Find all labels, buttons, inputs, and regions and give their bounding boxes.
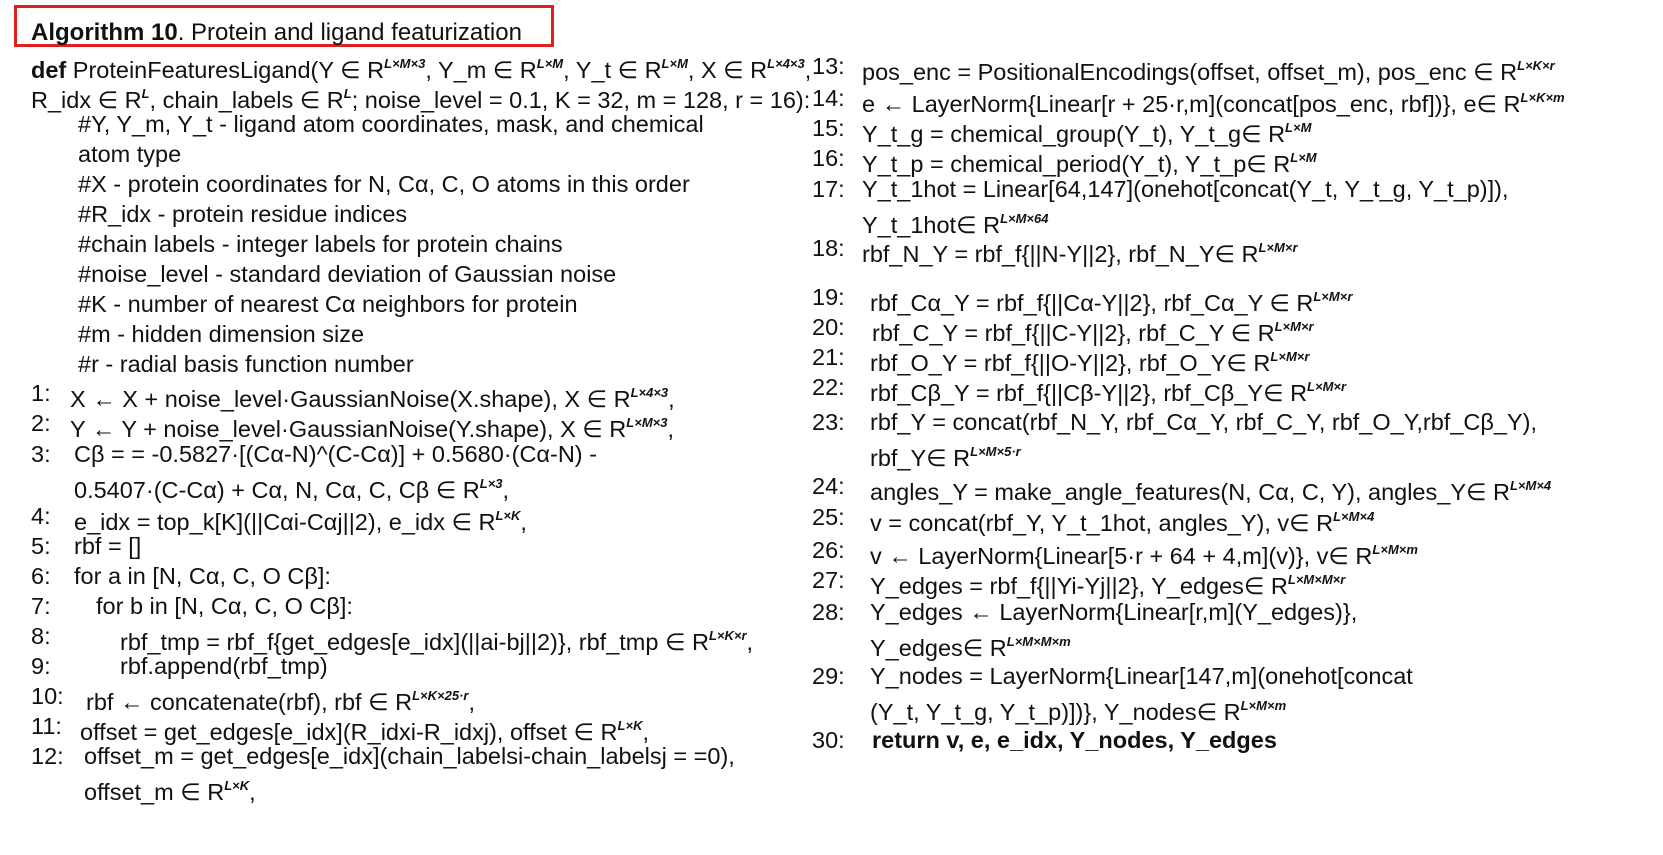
dimension-superscript: L×M×r xyxy=(1270,349,1310,364)
line-number: 22: xyxy=(812,374,845,400)
signature-line-1 xyxy=(31,50,811,84)
line-number: 2: xyxy=(31,410,51,436)
dimension-superscript: L×K xyxy=(495,508,521,523)
line-number: 21: xyxy=(812,344,845,370)
dimension-superscript: L×M×r xyxy=(1274,319,1314,334)
dimension-superscript: L×M xyxy=(1290,150,1317,165)
dimension-superscript: L×M×r xyxy=(1313,289,1353,304)
sig-part: , xyxy=(804,57,812,83)
sig-sup: L×M×3 xyxy=(384,56,426,71)
line-number: 5: xyxy=(31,533,51,559)
algorithm-line xyxy=(120,652,328,680)
line-end: , xyxy=(642,719,649,745)
line-number: 15: xyxy=(812,115,845,141)
algorithm-line xyxy=(870,472,1551,506)
line-text: Y_t_1hot∈ R xyxy=(862,212,1001,238)
algorithm-line xyxy=(862,144,1317,178)
line-end: , xyxy=(249,779,256,805)
line-text: rbf_N_Y = rbf_f{||N-Y||2}, rbf_N_Y∈ R xyxy=(862,241,1259,267)
algorithm-line xyxy=(84,742,735,770)
sig-part: ; noise_level = 0.1, K = 32, m = 128, r = 16): xyxy=(351,87,811,113)
line-text: e_idx = top_k[K](||Cαi-Cαj||2), e_idx ∈ R xyxy=(74,509,496,535)
line-text: offset = get_edges[e_idx](R_idxi-R_idxj), offset ∈ R xyxy=(80,719,618,745)
dimension-superscript: L×M×4 xyxy=(1333,509,1375,524)
line-text: rbf = [] xyxy=(74,533,142,559)
dimension-superscript: L×M×r xyxy=(1258,240,1298,255)
algorithm-line xyxy=(870,343,1309,377)
line-text: Y_t_p = chemical_period(Y_t), Y_t_p∈ R xyxy=(862,151,1291,177)
comment-line: #chain labels - integer labels for protein chains xyxy=(78,231,563,257)
algorithm-line xyxy=(870,692,1286,726)
dimension-superscript: L×K xyxy=(224,778,250,793)
dimension-superscript: L×M×3 xyxy=(626,415,668,430)
line-number: 19: xyxy=(812,284,845,310)
line-text: offset_m ∈ R xyxy=(84,779,225,805)
dimension-superscript: L×K×m xyxy=(1520,90,1565,105)
line-number: 13: xyxy=(812,53,845,79)
comment-line: #Y, Y_m, Y_t - ligand atom coordinates, mask, and chemical xyxy=(78,111,704,137)
algorithm-line xyxy=(872,313,1314,347)
line-text: v ← LayerNorm{Linear[5·r + 64 + 4,m](v)}, v∈ R xyxy=(870,543,1373,569)
dimension-superscript: L×M×m xyxy=(1240,698,1287,713)
line-number: 4: xyxy=(31,503,51,529)
algorithm-line xyxy=(870,628,1071,662)
algorithm-line xyxy=(74,532,141,560)
algorithm-line xyxy=(80,712,649,746)
line-text: rbf.append(rbf_tmp) xyxy=(120,653,328,679)
comment-line: #r - radial basis function number xyxy=(78,351,414,377)
dimension-superscript: L×M×64 xyxy=(1000,211,1049,226)
algorithm-line xyxy=(70,409,674,443)
def-keyword: def xyxy=(31,57,67,83)
algorithm-line xyxy=(74,470,509,504)
dimension-superscript: L×4×3 xyxy=(630,385,669,400)
line-text: rbf_Cβ_Y = rbf_f{||Cβ-Y||2}, rbf_Cβ_Y∈ R xyxy=(870,380,1308,406)
comment-line: #noise_level - standard deviation of Gaussian noise xyxy=(78,261,617,287)
line-text: Y ← Y + noise_level·GaussianNoise(Y.shape), X ∈ R xyxy=(70,416,627,442)
line-text: (Y_t, Y_t_g, Y_t_p)])}, Y_nodes∈ R xyxy=(870,699,1241,725)
dimension-superscript: L×K×r xyxy=(1517,58,1555,73)
comment-line: atom type xyxy=(78,141,182,167)
line-number: 17: xyxy=(812,176,845,202)
line-text: v = concat(rbf_Y, Y_t_1hot, angles_Y), v∈ R xyxy=(870,510,1334,536)
line-text: rbf_Cα_Y = rbf_f{||Cα-Y||2}, rbf_Cα_Y ∈ R xyxy=(870,290,1314,316)
line-text: Y_nodes = LayerNorm{Linear[147,m](onehot[concat xyxy=(870,663,1413,689)
sig-part: , Y_t ∈ R xyxy=(563,57,662,83)
line-number: 25: xyxy=(812,504,845,530)
dimension-superscript: L×M×M×m xyxy=(1006,634,1071,649)
algorithm-line xyxy=(86,682,475,716)
line-end: , xyxy=(502,477,510,503)
line-number: 10: xyxy=(31,683,64,709)
sig-sup: L×M xyxy=(661,56,688,71)
algorithm-line xyxy=(872,726,1277,754)
line-number: 7: xyxy=(31,593,51,619)
algorithm-line xyxy=(74,562,331,590)
line-number: 29: xyxy=(812,663,845,689)
dimension-superscript: L×M×m xyxy=(1372,542,1418,557)
algorithm-line xyxy=(74,502,527,536)
line-text: rbf_C_Y = rbf_f{||C-Y||2}, rbf_C_Y ∈ R xyxy=(872,320,1275,346)
algorithm-line xyxy=(870,503,1374,537)
algorithm-title xyxy=(31,19,522,47)
algorithm-line xyxy=(96,592,353,620)
algorithm-line xyxy=(862,84,1565,118)
algorithm-line xyxy=(870,566,1345,600)
line-number: 8: xyxy=(31,623,51,649)
algorithm-line xyxy=(862,175,1509,203)
line-text: e ← LayerNorm{Linear[r + 25·r,m](concat[pos_enc, rbf])}, e∈ R xyxy=(862,91,1521,117)
line-number: 1: xyxy=(31,380,51,406)
line-number: 9: xyxy=(31,653,51,679)
line-number: 27: xyxy=(812,567,845,593)
line-text: rbf ← concatenate(rbf), rbf ∈ R xyxy=(86,689,413,715)
dimension-superscript: L×M xyxy=(1285,120,1312,135)
dimension-superscript: L×K×r xyxy=(708,628,747,643)
line-number: 26: xyxy=(812,537,845,563)
algorithm-line xyxy=(870,408,1537,436)
line-text: for a in [N, Cα, C, O Cβ]: xyxy=(74,563,331,589)
line-end: , xyxy=(468,689,475,715)
algorithm-line xyxy=(862,52,1555,86)
algorithm-line xyxy=(862,234,1298,268)
line-number: 18: xyxy=(812,235,845,261)
algorithm-line xyxy=(84,772,256,806)
line-number: 24: xyxy=(812,473,845,499)
sig-sup: L xyxy=(141,86,150,101)
dimension-superscript: L×M×4 xyxy=(1509,478,1552,493)
dimension-superscript: L×M×5·r xyxy=(970,444,1021,459)
sig-part: ProteinFeaturesLigand(Y ∈ R xyxy=(72,57,385,83)
sig-sup: L xyxy=(343,86,352,101)
algorithm-line xyxy=(870,283,1352,317)
line-text: X ← X + noise_level·GaussianNoise(X.shape), X ∈ R xyxy=(70,386,631,412)
comment-line: #m - hidden dimension size xyxy=(78,321,365,347)
line-text: for b in [N, Cα, C, O Cβ]: xyxy=(96,593,353,619)
line-text: Y_t_1hot = Linear[64,147](onehot[concat(Y_t, Y_t_g, Y_t_p)]), xyxy=(862,176,1509,202)
line-number: 30: xyxy=(812,727,845,753)
line-text: Y_edges∈ R xyxy=(870,635,1007,661)
line-text: rbf_Y = concat(rbf_N_Y, rbf_Cα_Y, rbf_C_Y, rbf_O_Y,rbf_Cβ_Y), xyxy=(870,409,1537,435)
line-text: Y_edges = rbf_f{||Yi-Yj||2}, Y_edges∈ R xyxy=(870,573,1288,599)
algorithm-line xyxy=(870,438,1021,472)
comment-line: #K - number of nearest Cα neighbors for protein xyxy=(78,291,578,317)
line-text: rbf_tmp = rbf_f{get_edges[e_idx](||ai-bj||2)}, rbf_tmp ∈ R xyxy=(120,629,709,655)
algorithm-line xyxy=(870,373,1346,407)
dimension-superscript: L×3 xyxy=(479,476,503,491)
line-text: rbf_O_Y = rbf_f{||O-Y||2}, rbf_O_Y∈ R xyxy=(870,350,1271,376)
line-text: angles_Y = make_angle_features(N, Cα, C, Y), angles_Y∈ R xyxy=(870,479,1510,505)
line-text: offset_m = get_edges[e_idx](chain_labelsi-chain_labelsj = =0), xyxy=(84,743,735,769)
line-number: 6: xyxy=(31,563,51,589)
algorithm-line xyxy=(120,622,753,656)
line-number: 3: xyxy=(31,441,51,467)
line-text: Y_t_g = chemical_group(Y_t), Y_t_g∈ R xyxy=(862,121,1286,147)
sig-part: , chain_labels ∈ R xyxy=(149,87,344,113)
line-text: Y_edges ← LayerNorm{Linear[r,m](Y_edges)}, xyxy=(870,599,1358,625)
line-number: 20: xyxy=(812,314,845,340)
line-end: , xyxy=(520,509,527,535)
algorithm-line xyxy=(70,379,675,413)
sig-part: , Y_m ∈ R xyxy=(425,57,537,83)
signature-line-2 xyxy=(31,80,810,114)
algorithm-line xyxy=(74,440,597,468)
line-text: 0.5407·(C-Cα) + Cα, N, Cα, C, Cβ ∈ R xyxy=(74,477,480,503)
line-text: pos_enc = PositionalEncodings(offset, offset_m), pos_enc ∈ R xyxy=(862,59,1518,85)
line-text: return v, e, e_idx, Y_nodes, Y_edges xyxy=(872,727,1277,753)
algorithm-line xyxy=(870,662,1413,690)
line-number: 14: xyxy=(812,85,845,111)
line-number: 23: xyxy=(812,409,845,435)
sig-part: R_idx ∈ R xyxy=(31,87,142,113)
sig-part: , X ∈ R xyxy=(687,57,768,83)
comment-line: #R_idx - protein residue indices xyxy=(78,201,408,227)
line-number: 28: xyxy=(812,599,845,625)
dimension-superscript: L×M×M×r xyxy=(1287,572,1346,587)
algorithm-label: Algorithm 10 xyxy=(31,19,178,46)
line-end: , xyxy=(746,629,754,655)
algorithm-line xyxy=(870,536,1418,570)
line-text: rbf_Y∈ R xyxy=(870,445,971,471)
dimension-superscript: L×M×r xyxy=(1307,379,1347,394)
sig-sup: L×M xyxy=(536,56,564,71)
line-end: , xyxy=(668,386,675,412)
line-number: 12: xyxy=(31,743,64,769)
sig-sup: L×4×3 xyxy=(767,56,805,71)
dimension-superscript: L×K×25·r xyxy=(412,688,469,703)
comment-line: #X - protein coordinates for N, Cα, C, O atoms in this order xyxy=(78,171,690,197)
line-number: 16: xyxy=(812,145,845,171)
algorithm-caption: . Protein and ligand featurization xyxy=(177,19,522,46)
dimension-superscript: L×K xyxy=(617,718,643,733)
algorithm-line xyxy=(862,114,1311,148)
line-number: 11: xyxy=(31,713,62,739)
line-end: , xyxy=(667,416,674,442)
algorithm-line xyxy=(870,598,1357,626)
line-text: Cβ = = -0.5827·[(Cα-N)^(C-Cα)] + 0.5680·(Cα-N) - xyxy=(74,441,597,467)
